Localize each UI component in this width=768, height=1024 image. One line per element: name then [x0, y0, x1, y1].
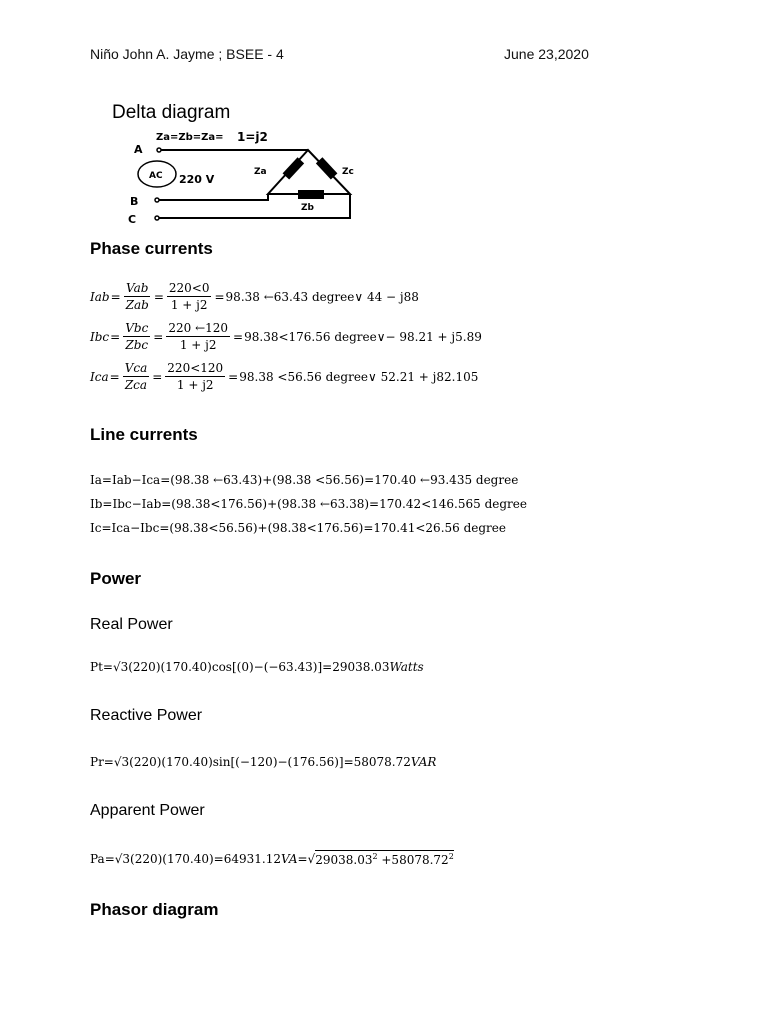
apparent-power-equation [90, 850, 454, 867]
apparent-power-term2: +58078.72 [377, 853, 449, 867]
ibc-equation: Ibc = $\frac{\text{Vbc}}{\text{Zbc}}$ = $\frac{220 \leftarrow 120}{1 + j2}$ = 98.38<176.56 degree∨− 98.21 + j5.89 [90, 321, 482, 352]
ica-den1: Zca [124, 378, 148, 392]
terminal-b [155, 198, 159, 202]
ica-equation: Ica = $\frac{\text{Vca}}{\text{Zca}}$ = $\frac{220<120}{1 + j2}$ = 98.38 <56.56 degree∨ 52.21 + j82.105 [90, 361, 479, 392]
ibc-den2: 1 + j2 [179, 338, 217, 352]
ic-equation: Ic=Ica−Ibc=(98.38<56.56)+(98.38<176.56)=170.41<26.56 degree [90, 521, 506, 535]
iab-den1: Zab [125, 298, 149, 312]
apparent-power-exp1: 2 [372, 852, 378, 861]
ibc-den1: Zbc [125, 338, 149, 352]
ica-rhs: 98.38 <56.56 degree∨ 52.21 + j82.105 [239, 369, 479, 384]
ibc-num2: 220 ←120 [168, 321, 229, 335]
ica-num1: Vca [124, 361, 148, 375]
apparent-power-exp2: 2 [448, 852, 454, 861]
apparent-power-term1: 29038.03 [315, 853, 373, 867]
delta-diagram [120, 128, 370, 226]
za-impedance [283, 157, 305, 179]
iab-num2: 220<0 [168, 281, 210, 295]
apparent-power-expr: Pa=√3(220)(170.40)=64931.12 [90, 851, 281, 866]
node-b-label: B [130, 195, 139, 208]
real-power-unit: Watts [389, 660, 424, 674]
reactive-power-heading: Reactive Power [90, 707, 203, 724]
ica-den2: 1 + j2 [176, 378, 214, 392]
apparent-power-unit: VA [280, 851, 298, 866]
apparent-power-heading: Apparent Power [90, 802, 205, 819]
phase-currents-heading: Phase currents [90, 239, 213, 258]
date-header: June 23,2020 [504, 46, 589, 62]
phasor-diagram-heading: Phasor diagram [90, 900, 219, 919]
za-label: Za [254, 167, 267, 177]
zb-impedance [298, 190, 324, 199]
iab-den2: 1 + j2 [170, 298, 208, 312]
wire-b [159, 194, 268, 200]
source-voltage: 220 V [179, 173, 215, 186]
delta-triangle [268, 150, 350, 194]
zc-impedance [316, 157, 338, 179]
terminal-c [155, 216, 159, 220]
node-a-label: A [134, 143, 143, 156]
reactive-power-equation [90, 755, 436, 769]
ia-equation: Ia=Iab−Ica=(98.38 ←63.43)+(98.38 <56.56)=170.40 ←93.435 degree [90, 473, 519, 487]
source-label: AC [149, 171, 163, 181]
node-c-label: C [128, 213, 137, 226]
diagram-title: Delta diagram [112, 102, 231, 123]
iab-num1: Vab [126, 281, 149, 295]
reactive-power-unit: VAR [410, 755, 437, 769]
ib-equation: Ib=Ibc−Iab=(98.38<176.56)+(98.38 ←63.38)=170.42<146.565 degree [90, 497, 527, 511]
ibc-rhs: 98.38<176.56 degree∨− 98.21 + j5.89 [244, 329, 482, 344]
ica-num2: 220<120 [167, 361, 224, 375]
ibc-num1: Vbc [125, 321, 149, 335]
iab-lhs: Iab [90, 289, 110, 304]
real-power-heading: Real Power [90, 616, 173, 633]
reactive-power-expr: Pr=√3(220)(170.40)sin[(−120)−(176.56)]=58078.72 [90, 755, 411, 769]
ibc-lhs: Ibc [90, 329, 110, 344]
real-power-expr: Pt=√3(220)(170.40)cos[(0)−(−63.43)]=29038.03 [90, 660, 390, 674]
terminal-a [157, 148, 161, 152]
ica-lhs: Ica [90, 369, 109, 384]
apparent-power-sqrt: =√ [297, 851, 316, 866]
apparent-power-radicand [315, 850, 454, 867]
line-currents-heading: Line currents [90, 425, 198, 444]
zc-label: Zc [342, 167, 354, 177]
impedance-value: 1=j2 [237, 130, 268, 144]
power-heading: Power [90, 569, 142, 588]
iab-rhs: 98.38 ←63.43 degree∨ 44 − j88 [225, 289, 419, 304]
iab-equation: Iab = $\frac{\text{Vab}}{\text{Zab}}$ = $\frac{220<0}{1 + j2}$ = 98.38 ←63.43 degree∨ 44 − j88 [90, 281, 419, 312]
zb-label: Zb [301, 203, 314, 213]
impedance-label: Za=Zb=Za= [156, 132, 224, 143]
real-power-equation [90, 660, 424, 674]
author-header: Niño John A. Jayme ; BSEE - 4 [90, 46, 284, 62]
